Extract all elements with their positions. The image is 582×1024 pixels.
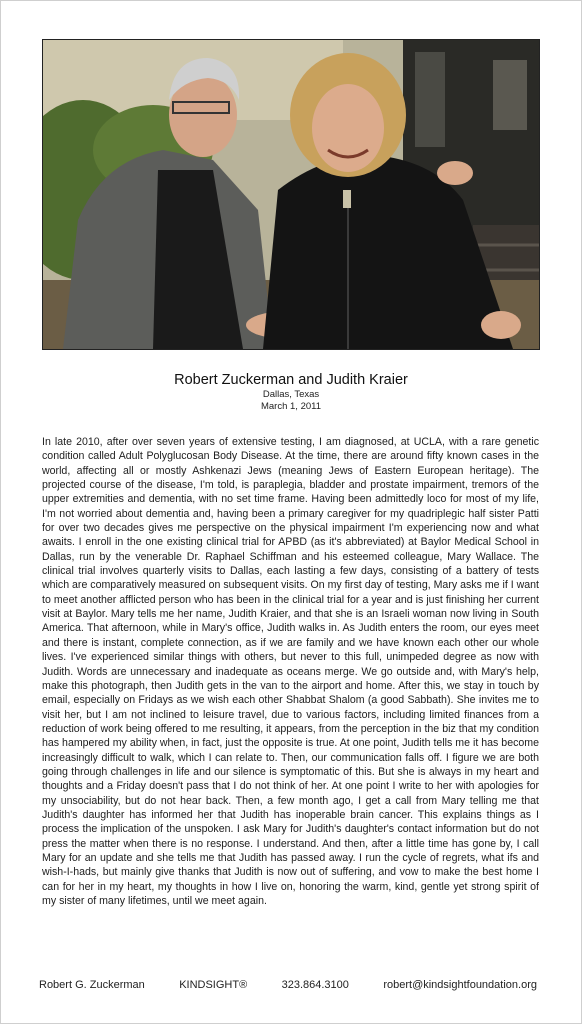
caption-title: Robert Zuckerman and Judith Kraier	[174, 372, 408, 388]
caption-date: March 1, 2011	[260, 401, 322, 412]
footer	[39, 979, 537, 991]
caption-location: Dallas, Texas	[262, 389, 320, 400]
portrait-photo	[42, 39, 540, 350]
footer-phone: 323.864.3100	[281, 979, 349, 991]
portrait-illustration	[43, 40, 539, 349]
footer-email: robert@kindsightfoundation.org	[383, 979, 537, 991]
story-text: In late 2010, after over seven years of extensive testing, I am diagnosed, at UCLA, with a rare genetic condition called Adult Polyglucosan Body Disease. At the time, there are around fifty known cases in the world, affecting all or mostly Ashkenazi Jews (meaning Jews of Eastern European heritage). The projected course of the disease, I'm told, is paraplegia, bladder and prostate impairment, tremors of the upper extremities and dementia, with no set time frame. Having been admittedly loco for most of my life, I'm not worried about dementia and, having been a primary caregiver for my quadriplegic half sister Patti for over two decades gives me perspective on the physical impairment I'm experiencing now and what awaits. I enroll in the one existing clinical trial for APBD (as it's abbreviated) at Baylor Medical School in Dallas, run by the venerable Dr. Raphael Schiffman and his esteemed colleague, Mary Wallace. The clinical trial involves quarterly visits to Dallas, each lasting a few days, consisting of a battery of tests which are comparatively measured on subsequent visits. On my first day of testing, Mary asks me if I want to meet another afflicted person who has been in the clinical trial for a year and is just finishing her current visit at Baylor. Mary tells me her name, Judith Kraier, and that she is an Israeli woman now living in South America. That afternoon, while in Mary's office, Judith walks in. As Judith enters the room, our eyes meet and there is instant, complete connection, as if we are family and we have known each other our whole lives. I've experienced similar things with others, but never to this full, unimpeded degree as now with Judith. Words are unnecessary and inadequate as oceans merge. We go outside and, with Mary's help, make this photograph, then Judith gets in the van to the airport and home. After this, we stay in touch by email, especially on Fridays as we wish each other Shabbat Shalom (a good Sabbath). She invites me to visit her, but I am not inclined to leisure travel, due to various factors, including limited finances from a reduction of work being offered to me resulting, it appears, from the perception in the biz that my condition has hampered my ability when, in fact, just the opposite is true. At one point, Judith tells me it has become increasingly difficult to walk, which I can relate to. Then, our communication falls off. I figure we are both going through challenges in life and our silence is symptomatic of this. But she is always in my heart and thoughts and a Friday doesn't pass that I do not think of her. At one point I write to her with apologies for my unsociability, but do not hear back. Then, a few month ago, I get a call from Mary telling me that Judith's daughter has informed her that Judith has inoperable brain cancer. This explains things as I process the implication of the unspoken. I ask Mary for Judith's daughter's contact information but do not press the matter when there is no response. I understand. And then, after a little time has gone by, I call Mary for an update and she tells me that Judith has passed away. I run the cycle of regrets, what ifs and wish-I-hads, but mainly give thanks that Judith is now out of suffering, and vow to make the best home I can for her in my heart, my thoughts in how I live on, honoring the warm, kind, gentle yet strong spirit of my sister of many lifetimes, until we meet again.	[42, 436, 539, 907]
caption	[1, 371, 581, 413]
footer-name: Robert G. Zuckerman	[39, 979, 145, 991]
footer-org: KINDSIGHT®	[179, 979, 248, 991]
